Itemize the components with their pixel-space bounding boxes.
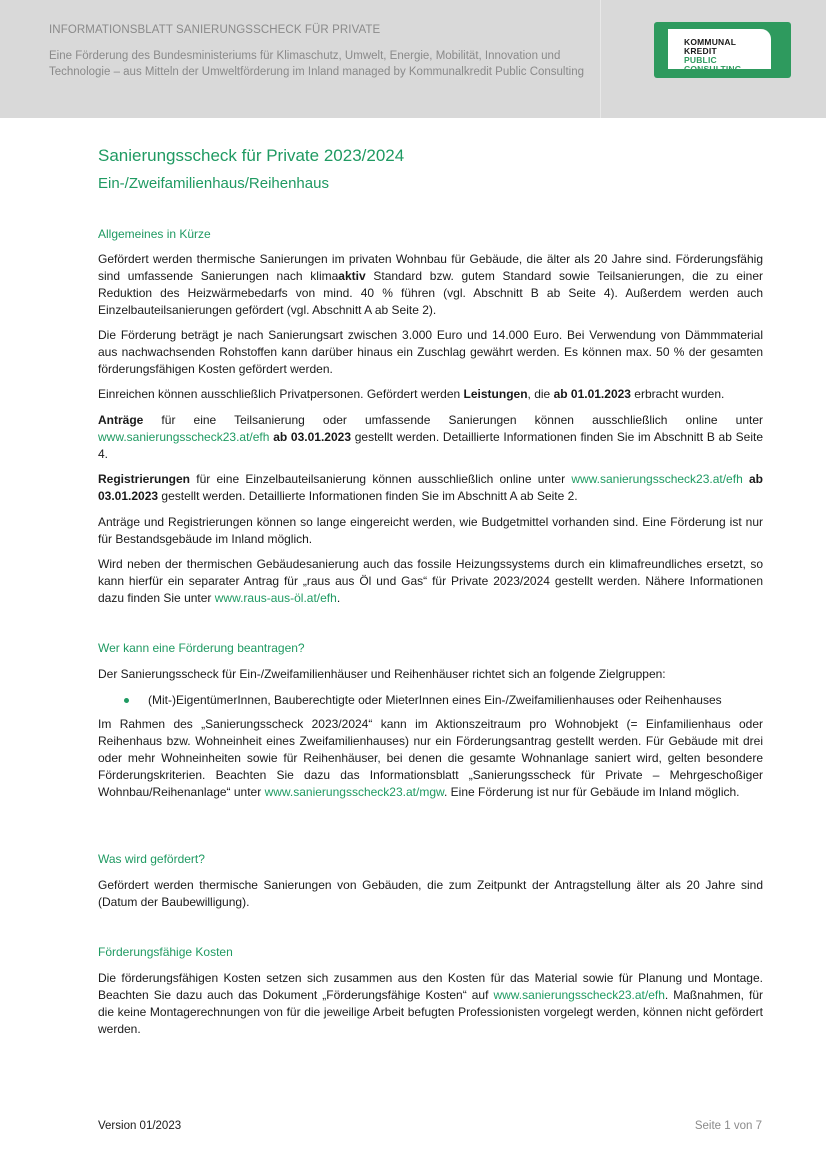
- paragraph-zielgruppen: Der Sanierungsscheck für Ein-/Zweifamilienhäuser und Reihenhäuser richtet sich an folgende Zielgruppen:: [98, 667, 666, 681]
- text: für eine Einzelbauteilsanierung können ausschließlich online unter: [190, 472, 572, 486]
- text: Im Rahmen des „Sanierungsscheck 2023/2024“ kann im Aktionszeitraum pro Wohnobjekt (= Einfamilienhaus oder Reihenhaus bzw. Wohneinheit eines Zweifamilienhauses) nur ein Förderungsantrag gestellt werden. Für Gebäude mit drei oder mehr Wohneinheiten sowie für Reihenhäuser, bei denen die gesamte Wohnanlage saniert wird, gelten besondere Förderungskriterien. Beachten Sie dazu das Informationsblatt „Sanierungsscheck für Private – Mehrgeschoßiger Wohnbau/Reihenanlage“ unter: [98, 717, 763, 799]
- text-bold: ab 03.01.2023: [98, 472, 763, 503]
- text-bold: ab 01.01.2023: [553, 387, 631, 401]
- text: , die: [527, 387, 554, 401]
- paragraph-aktionszeitraum: [98, 716, 763, 801]
- text-bold: aktiv: [338, 269, 366, 283]
- text: gestellt werden. Detaillierte Informationen finden Sie im Abschnitt B ab Seite 4.: [98, 430, 763, 461]
- paragraph-einreichen: [98, 386, 763, 403]
- text: Gefördert werden thermische Sanierungen im privaten Wohnbau für Gebäude, die älter als 20 Jahre sind. Förderungsfähig sind umfassende Sanierungen nach klima: [98, 252, 763, 283]
- paragraph-budget: Anträge und Registrierungen können so lange eingereicht werden, wie Budgetmittel vorhanden sind. Eine Förderung ist nur für Bestandsgebäude im Inland möglich.: [98, 515, 763, 546]
- text: für eine Teilsanierung oder umfassende Sanierungen können ausschließlich online unter: [143, 413, 763, 427]
- text-bold: Registrierungen: [98, 472, 191, 486]
- text: erbracht wurden.: [630, 387, 725, 401]
- text-bold: Leistungen: [463, 387, 528, 401]
- text: Standard bzw. gutem Standard sowie Teilsanierungen, die zu einer Reduktion des Heizwärmebedarfs von mind. 40 % führen (vgl. Abschnitt B ab Seite 4). Außerdem werden auch Einzelbauteilsanierungen gefördert (vgl. Abschnitt A ab Seite 2).: [98, 269, 763, 317]
- link-sanierungsscheck-mgw[interactable]: www.sanierungsscheck23.at/mgw: [264, 785, 444, 799]
- text: Einreichen können ausschließlich Privatpersonen. Gefördert werden: [98, 387, 464, 401]
- paragraph-foerderhoehe: Die Förderung beträgt je nach Sanierungsart zwischen 3.000 Euro und 14.000 Euro. Bei Verwendung von Dämmmaterial aus nachwachsenden Rohstoffen kann darüber hinaus ein Zuschlag gewährt werden. Es können max. 50 % der gesamten förderungsfähigen Kosten gefördert werden.: [98, 328, 763, 376]
- header-divider: [600, 0, 601, 118]
- paragraph-registrierungen: [98, 471, 763, 505]
- page-header: [0, 0, 826, 118]
- section-heading-wer: Wer kann eine Förderung beantragen?: [98, 641, 305, 655]
- logo-line-3: PUBLIC CONSULTING: [684, 55, 742, 74]
- text-bold: ab 03.01.2023: [273, 430, 351, 444]
- link-sanierungsscheck-efh[interactable]: www.sanierungsscheck23.at/efh: [571, 472, 743, 486]
- text: Die förderungsfähigen Kosten setzen sich zusammen aus den Kosten für das Material sowie für Planung und Montage. Beachten Sie dazu auch das Dokument „Förderungsfähige Kosten“ auf: [98, 971, 763, 1002]
- text: gestellt werden. Detaillierte Informationen finden Sie im Abschnitt A ab Seite 2.: [158, 489, 578, 503]
- kommunalkredit-logo: [654, 22, 791, 78]
- section-heading-allgemeines: Allgemeines in Kürze: [98, 227, 211, 241]
- document-subtitle: Ein-/Zweifamilienhaus/Reihenhaus: [98, 175, 329, 192]
- section-heading-kosten: Förderungsfähige Kosten: [98, 945, 233, 959]
- text-bold: Anträge: [98, 413, 144, 427]
- link-sanierungsscheck-efh[interactable]: www.sanierungsscheck23.at/efh: [493, 988, 665, 1002]
- header-subtitle: Eine Förderung des Bundesministeriums für Klimaschutz, Umwelt, Energie, Mobilität, Innovation und Technologie – aus Mitteln der Umweltförderung im Inland managed by Kommunalkredit Public Consulting: [49, 50, 585, 78]
- footer-version: Version 01/2023: [98, 1120, 182, 1132]
- paragraph-raus-aus-oel: [98, 556, 763, 607]
- logo-line-2: KREDIT: [684, 46, 717, 56]
- footer-page-number: Seite 1 von 7: [694, 1120, 762, 1132]
- paragraph-antraege: [98, 412, 763, 463]
- link-raus-aus-oel[interactable]: www.raus-aus-öl.at/efh: [214, 591, 337, 605]
- header-title: INFORMATIONSBLATT SANIERUNGSSCHECK FÜR PRIVATE: [49, 24, 381, 36]
- logo-inner: [668, 29, 771, 74]
- text: . Eine Förderung ist nur für Gebäude im Inland möglich.: [444, 785, 740, 799]
- paragraph-was-gefoerdert: Gefördert werden thermische Sanierungen von Gebäuden, die zum Zeitpunkt der Antragstellung älter als 20 Jahre sind (Datum der Baubewilligung).: [98, 878, 763, 909]
- document-title: Sanierungsscheck für Private 2023/2024: [98, 146, 405, 165]
- list-item-text: (Mit-)EigentümerInnen, Bauberechtigte oder MieterInnen eines Ein-/Zweifamilienhauses oder Reihenhauses: [148, 693, 722, 707]
- link-sanierungsscheck-efh[interactable]: www.sanierungsscheck23.at/efh: [98, 430, 270, 444]
- paragraph-intro: [98, 251, 763, 319]
- bullet-icon: [124, 698, 129, 703]
- section-heading-was: Was wird gefördert?: [98, 852, 205, 866]
- paragraph-kosten: [98, 970, 763, 1038]
- logo-line-1: KOMMUNAL: [684, 37, 737, 47]
- text: Wird neben der thermischen Gebäudesanierung auch das fossile Heizungssystems durch ein klimafreundliches ersetzt, so kann hierfür ein separater Antrag für „raus aus Öl und Gas“ für Private 2023/2024 gestellt werden. Nähere Informationen dazu finden Sie unter: [98, 557, 763, 605]
- text: .: [336, 591, 341, 605]
- text: . Maßnahmen, für die keine Montagerechnungen von für die jeweilige Arbeit befugten Professionisten vorgelegt werden, können nicht gefördert werden.: [98, 988, 763, 1036]
